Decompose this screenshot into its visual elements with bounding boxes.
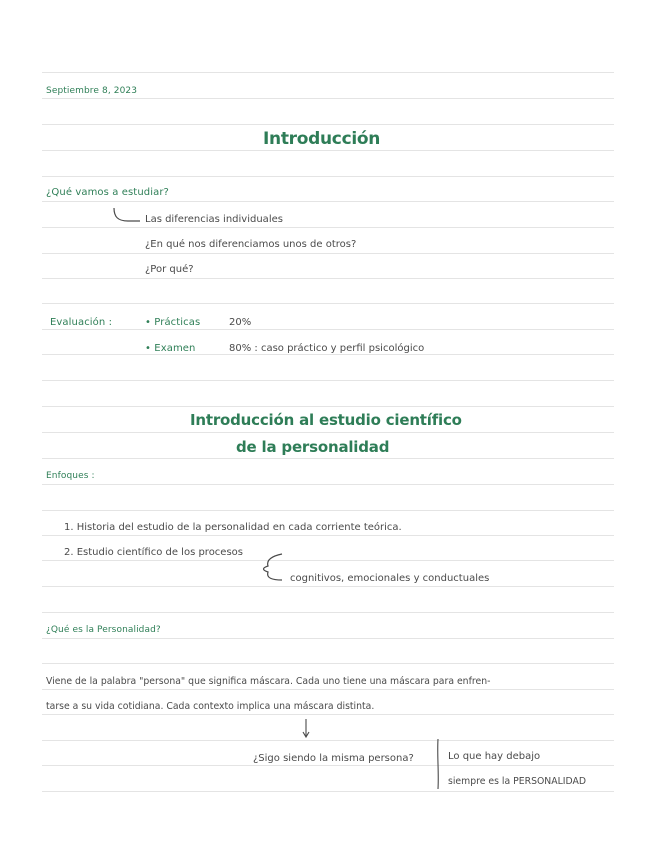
enfoque-item: 2. Estudio científico de los procesos xyxy=(64,547,243,558)
ruled-line xyxy=(42,663,614,664)
study-item: ¿Por qué? xyxy=(145,264,194,275)
ruled-line xyxy=(42,586,614,587)
question-same-person: ¿Sigo siendo la misma persona? xyxy=(253,753,414,764)
ruled-line xyxy=(42,150,614,151)
ruled-line xyxy=(42,432,614,433)
ruled-line xyxy=(42,740,614,741)
brace-icon xyxy=(258,552,286,582)
section-title-line2: de la personalidad xyxy=(236,438,390,456)
ruled-line xyxy=(42,689,614,690)
eval-examen-detail: 80% : caso práctico y perfil psicológico xyxy=(229,343,425,354)
answer-line: siempre es la PERSONALIDAD xyxy=(448,776,587,787)
ruled-line xyxy=(42,253,614,254)
ruled-line xyxy=(42,72,614,73)
study-item: ¿En qué nos diferenciamos unos de otros? xyxy=(145,239,357,250)
ruled-line xyxy=(42,227,614,228)
down-arrow-icon xyxy=(301,718,311,740)
section-title-line1: Introducción al estudio científico xyxy=(190,411,462,429)
ruled-line xyxy=(42,791,614,792)
ruled-line xyxy=(42,535,614,536)
ruled-line xyxy=(42,278,614,279)
ruled-line xyxy=(42,406,614,407)
paragraph-line: tarse a su vida cotidiana. Cada contexto implica una máscara distinta. xyxy=(46,701,375,712)
ruled-line xyxy=(42,303,614,304)
enfoque-detail: cognitivos, emocionales y conductuales xyxy=(290,573,490,584)
ruled-line xyxy=(42,765,614,766)
ruled-line xyxy=(42,510,614,511)
eval-practicas-pct: 20% xyxy=(229,317,252,328)
ruled-line xyxy=(42,458,614,459)
answer-line: Lo que hay debajo xyxy=(448,751,541,762)
enfoques-label: Enfoques : xyxy=(46,471,95,481)
ruled-line xyxy=(42,380,614,381)
ruled-line xyxy=(42,201,614,202)
question-personality: ¿Qué es la Personalidad? xyxy=(46,625,161,635)
eval-examen: • Examen xyxy=(145,343,196,354)
vertical-divider xyxy=(434,738,442,790)
study-item: Las diferencias individuales xyxy=(145,214,283,225)
ruled-line xyxy=(42,354,614,355)
enfoque-item: 1. Historia del estudio de la personalidad en cada corriente teórica. xyxy=(64,522,402,533)
ruled-line xyxy=(42,124,614,125)
ruled-line xyxy=(42,98,614,99)
date: Septiembre 8, 2023 xyxy=(46,86,138,96)
ruled-line xyxy=(42,329,614,330)
ruled-line xyxy=(42,612,614,613)
eval-practicas: • Prácticas xyxy=(145,317,201,328)
ruled-line xyxy=(42,638,614,639)
question-study: ¿Qué vamos a estudiar? xyxy=(46,187,169,198)
paragraph-line: Viene de la palabra "persona" que significa máscara. Cada uno tiene una máscara para enfren- xyxy=(46,676,491,687)
arrow-branch-icon xyxy=(112,207,142,225)
ruled-line xyxy=(42,560,614,561)
ruled-line xyxy=(42,176,614,177)
ruled-line xyxy=(42,714,614,715)
ruled-line xyxy=(42,484,614,485)
page-title: Introducción xyxy=(263,129,381,149)
evaluation-label: Evaluación : xyxy=(50,317,113,328)
